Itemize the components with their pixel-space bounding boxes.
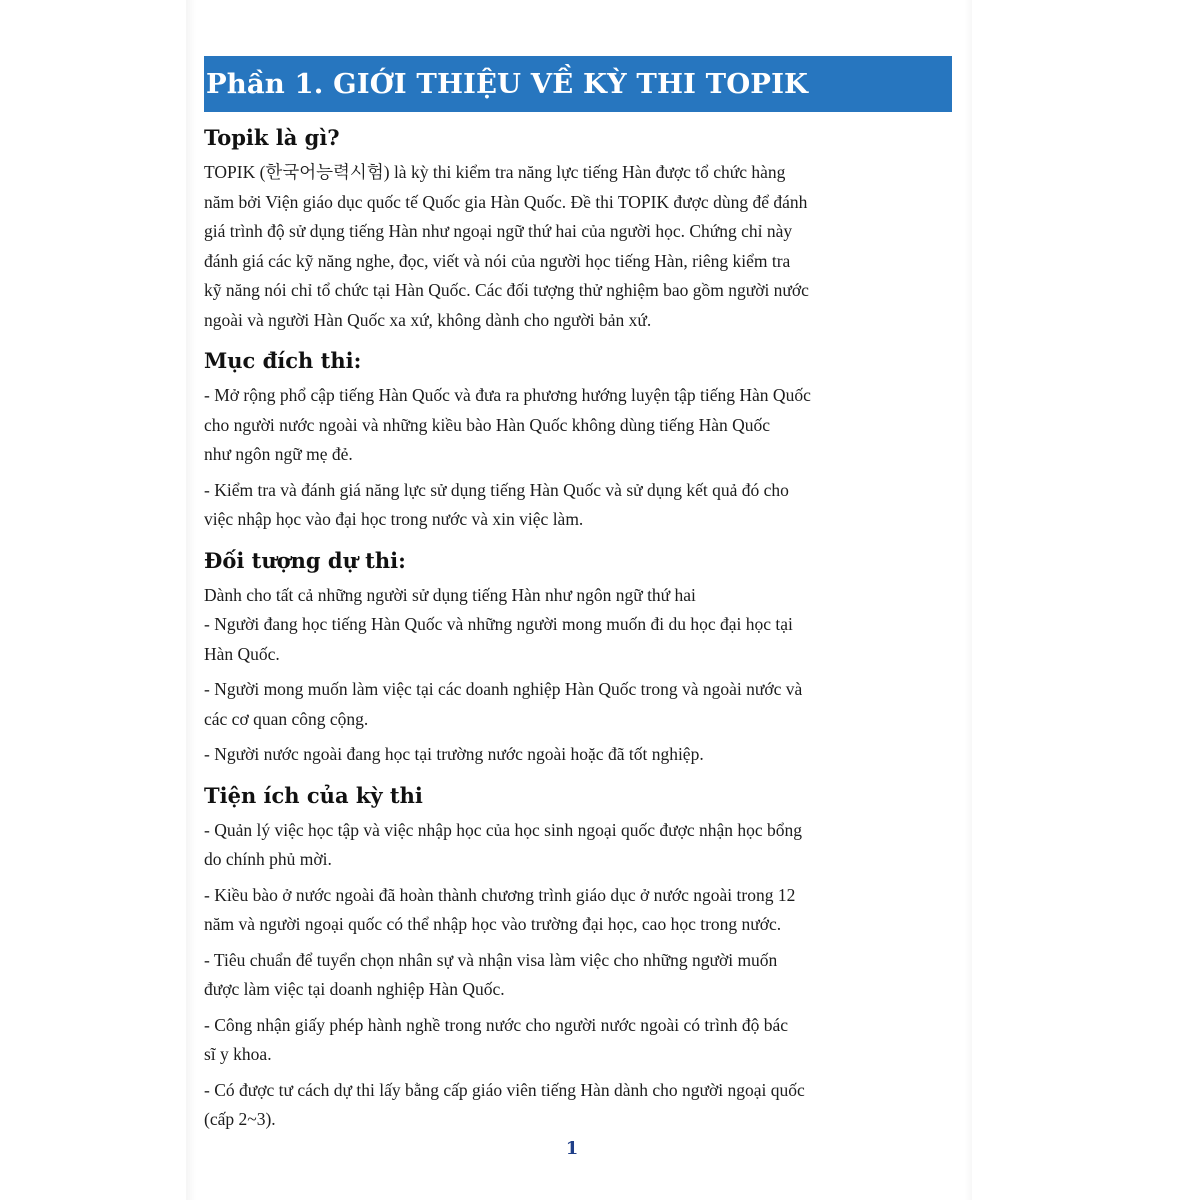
list-item-line: (cấp 2~3). xyxy=(204,1109,276,1129)
section-heading-intro: Topik là gì? xyxy=(204,125,340,150)
list-item xyxy=(204,476,956,535)
list-item-line: - Kiều bào ở nước ngoài đã hoàn thành chương trình giáo dục ở nước ngoài trong 12 xyxy=(204,884,796,905)
section-purpose xyxy=(204,347,956,535)
intro-line: TOPIK (한국어능력시험) là kỳ thi kiểm tra năng lực tiếng Hàn được tổ chức hàng xyxy=(204,162,786,182)
section-heading-benefits: Tiện ích của kỳ thi xyxy=(204,782,423,808)
list-item-line: năm và người ngoại quốc có thể nhập học vào trường đại học, cao học trong nước. xyxy=(204,914,782,934)
intro-line: năm bởi Viện giáo dục quốc tế Quốc gia Hàn Quốc. Đề thi TOPIK được dùng để đánh xyxy=(204,191,808,212)
chapter-title: Phần 1. GIỚI THIỆU VỀ KỲ THI TOPIK xyxy=(206,68,809,100)
list-item xyxy=(204,675,956,734)
page-content xyxy=(204,124,956,1135)
list-item xyxy=(204,381,956,470)
list-item xyxy=(204,946,956,1005)
list-item-line: như ngôn ngữ mẹ đẻ. xyxy=(204,444,353,464)
section-heading-audience: Đối tượng dự thi: xyxy=(204,547,406,573)
page-gutter-shadow xyxy=(186,0,196,1200)
list-item-line: được làm việc tại doanh nghiệp Hàn Quốc. xyxy=(204,979,505,999)
list-item-line: - Kiểm tra và đánh giá năng lực sử dụng tiếng Hàn Quốc và sử dụng kết quả đó cho xyxy=(204,479,789,500)
intro-line: đánh giá các kỹ năng nghe, đọc, viết và nói của người học tiếng Hàn, riêng kiểm tra xyxy=(204,250,791,271)
list-item-line: - Công nhận giấy phép hành nghề trong nước cho người nước ngoài có trình độ bác xyxy=(204,1014,789,1035)
list-item-line: - Có được tư cách dự thi lấy bằng cấp giáo viên tiếng Hàn dành cho người ngoại quốc xyxy=(204,1079,805,1100)
chapter-title-bar xyxy=(204,56,952,112)
list-item xyxy=(204,816,956,875)
list-item-line: - Người nước ngoài đang học tại trường nước ngoài hoặc đã tốt nghiệp. xyxy=(204,744,704,764)
list-item-line: cho người nước ngoài và những kiều bào Hàn Quốc không dùng tiếng Hàn Quốc xyxy=(204,414,771,435)
section-intro xyxy=(204,124,956,335)
section-heading-purpose: Mục đích thi: xyxy=(204,348,362,373)
page-edge-shadow xyxy=(964,0,972,1200)
list-item xyxy=(204,881,956,940)
audience-intro: Dành cho tất cả những người sử dụng tiếng Hàn như ngôn ngữ thứ hai xyxy=(204,584,696,605)
section-benefits xyxy=(204,782,956,1135)
list-item-line: - Mở rộng phổ cập tiếng Hàn Quốc và đưa ra phương hướng luyện tập tiếng Hàn Quốc xyxy=(204,385,811,405)
list-item xyxy=(204,1011,956,1070)
page-number: 1 xyxy=(565,1138,579,1159)
intro-paragraph xyxy=(204,158,956,335)
list-item-line: Hàn Quốc. xyxy=(204,643,280,664)
list-item-line: do chính phủ mời. xyxy=(204,849,332,869)
list-item xyxy=(204,740,956,770)
list-item xyxy=(204,610,956,669)
intro-line: kỹ năng nói chỉ tổ chức tại Hàn Quốc. Các đối tượng thử nghiệm bao gồm người nước xyxy=(204,280,809,300)
list-item-line: - Người đang học tiếng Hàn Quốc và những người mong muốn đi du học đại học tại xyxy=(204,614,793,634)
list-item xyxy=(204,1076,956,1135)
intro-line: giá trình độ sử dụng tiếng Hàn như ngoại ngữ thứ hai của người học. Chứng chỉ này xyxy=(204,221,793,241)
intro-line: ngoài và người Hàn Quốc xa xứ, không dành cho người bản xứ. xyxy=(204,309,652,330)
list-item-line: - Quản lý việc học tập và việc nhập học của học sinh ngoại quốc được nhận học bổng xyxy=(204,819,802,840)
list-item-line: - Người mong muốn làm việc tại các doanh nghiệp Hàn Quốc trong và ngoài nước và xyxy=(204,679,803,699)
list-item-line: sĩ y khoa. xyxy=(204,1044,272,1064)
list-item-line: việc nhập học vào đại học trong nước và xin việc làm. xyxy=(204,509,584,529)
section-audience xyxy=(204,547,956,770)
list-item-line: - Tiêu chuẩn để tuyển chọn nhân sự và nhận visa làm việc cho những người muốn xyxy=(204,949,778,970)
list-item-line: các cơ quan công cộng. xyxy=(204,708,369,729)
